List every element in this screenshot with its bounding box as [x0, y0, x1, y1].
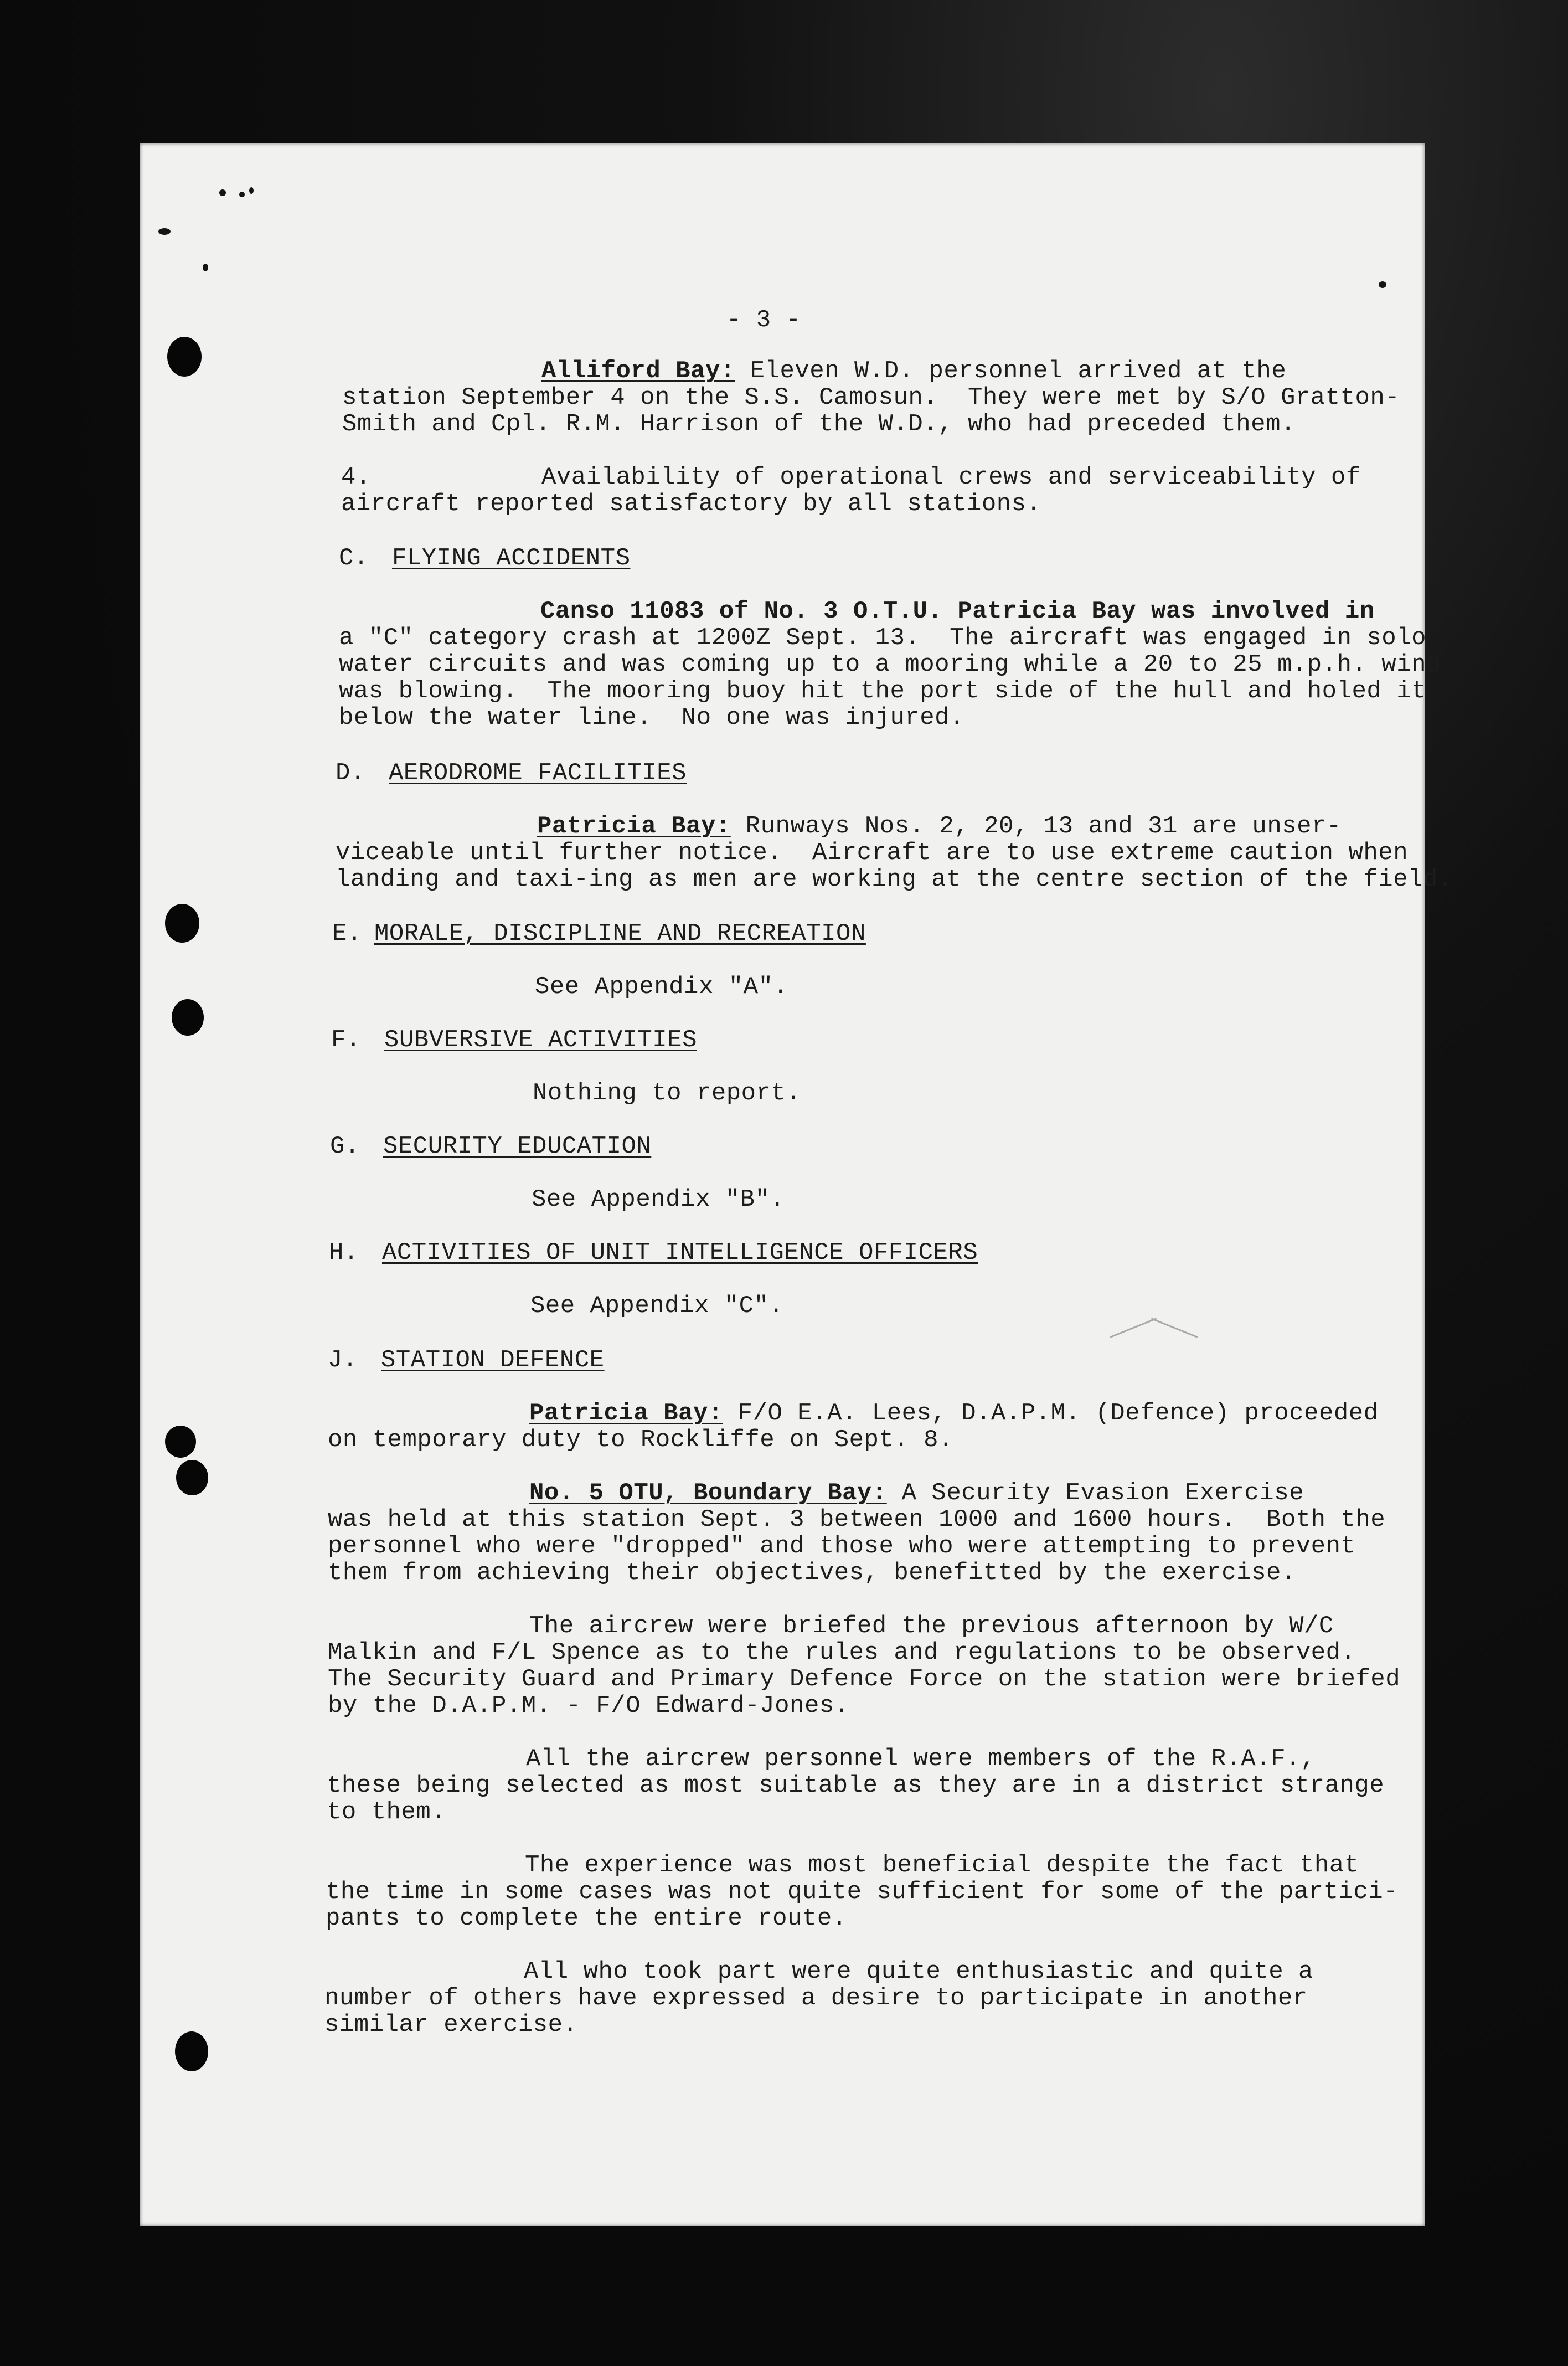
section-h-title: ACTIVITIES OF UNIT INTELLIGENCE OFFICERS — [382, 1239, 978, 1267]
section-d-line-1-text: Runways Nos. 2, 20, 13 and 31 are unser- — [730, 812, 1342, 840]
punch-hole-5 — [176, 1460, 208, 1495]
section-g-letter: G. — [330, 1133, 360, 1160]
section-c-line-1: Canso 11083 of No. 3 O.T.U. Patricia Bay was involved in — [540, 598, 1375, 625]
section-j-p2-heading: No. 5 OTU, Boundary Bay: — [529, 1479, 887, 1507]
punch-hole-6 — [175, 2031, 208, 2071]
section-j-letter: J. — [328, 1346, 358, 1374]
section-j-p2-line-3: personnel who were "dropped" and those who were attempting to prevent — [328, 1532, 1356, 1560]
section-d-heading: Patricia Bay: — [537, 812, 731, 840]
section-j-p6-line-2: number of others have expressed a desire to participate in another — [324, 1984, 1308, 2012]
scan-speck — [219, 189, 226, 196]
scan-speck — [158, 228, 171, 235]
punch-hole-4 — [165, 1426, 196, 1458]
section-j-title: STATION DEFENCE — [381, 1346, 605, 1374]
section-j-p1-line-1-text: F/O E.A. Lees, D.A.P.M. (Defence) proceeded — [723, 1400, 1379, 1427]
section-j-p1-line-2: on temporary duty to Rockliffe on Sept. 8. — [328, 1426, 953, 1454]
section-d-line-2: viceable until further notice. Aircraft are to use extreme caution when — [336, 839, 1409, 867]
section-j-p2-line-1 — [529, 1480, 1304, 1506]
section-c-title: FLYING ACCIDENTS — [392, 544, 631, 572]
scan-speck — [1379, 281, 1386, 288]
section-f-body: Nothing to report. — [533, 1079, 801, 1107]
section-j-p3-line-3: The Security Guard and Primary Defence Force on the station were briefed — [328, 1665, 1401, 1693]
item4-line-1: Availability of operational crews and serviceability of — [541, 464, 1361, 491]
section-e-body: See Appendix "A". — [535, 973, 788, 1001]
section-j-p5-line-1: The experience was most beneficial despite the fact that — [525, 1851, 1359, 1879]
section-j-p3-line-4: by the D.A.P.M. - F/O Edward-Jones. — [328, 1692, 849, 1720]
punch-hole-1 — [167, 337, 202, 377]
section-d-line-3: landing and taxi-ing as men are working at the centre section of the field. — [336, 866, 1453, 893]
section-j-p2-line-4: them from achieving their objectives, benefitted by the exercise. — [328, 1559, 1296, 1587]
section-e-letter: E. — [332, 920, 362, 948]
section-d-title: AERODROME FACILITIES — [389, 759, 687, 787]
alliford-line-3: Smith and Cpl. R.M. Harrison of the W.D., who had preceded them. — [342, 410, 1296, 438]
section-j-p5-line-3: pants to complete the entire route. — [326, 1905, 847, 1932]
scan-speck — [203, 264, 208, 271]
section-c-letter: C. — [339, 544, 369, 572]
alliford-line-1 — [541, 358, 1286, 384]
section-h-body: See Appendix "C". — [530, 1292, 784, 1320]
item4-number: 4. — [341, 464, 371, 491]
section-j-p6-line-3: similar exercise. — [324, 2011, 578, 2039]
section-j-p3-line-2: Malkin and F/L Spence as to the rules and regulations to be observed. — [328, 1639, 1356, 1667]
section-d-line-1 — [537, 813, 1342, 840]
scan-speck — [239, 192, 245, 197]
alliford-heading: Alliford Bay: — [541, 357, 735, 385]
punch-hole-3 — [172, 999, 204, 1036]
item4-line-2: aircraft reported satisfactory by all stations. — [341, 490, 1041, 518]
section-f-letter: F. — [331, 1026, 361, 1054]
section-d-letter: D. — [336, 759, 365, 787]
section-j-p1-line-1 — [529, 1400, 1379, 1427]
section-c-line-3: water circuits and was coming up to a mooring while a 20 to 25 m.p.h. wind — [339, 651, 1441, 678]
scan-speck — [249, 187, 254, 194]
section-e-title: MORALE, DISCIPLINE AND RECREATION — [374, 920, 866, 948]
section-j-p3-line-1: The aircrew were briefed the previous afternoon by W/C — [529, 1612, 1334, 1640]
punch-hole-2 — [165, 904, 199, 943]
section-j-p4-line-3: to them. — [327, 1798, 446, 1826]
section-j-p2-line-1-text: A Security Evasion Exercise — [886, 1479, 1304, 1507]
alliford-line-1-text: Eleven W.D. personnel arrived at the — [735, 357, 1287, 385]
section-c-line-5: below the water line. No one was injured. — [339, 704, 964, 732]
section-h-letter: H. — [329, 1239, 359, 1267]
section-c-line-2: a "C" category crash at 1200Z Sept. 13. The aircraft was engaged in solo — [339, 624, 1427, 652]
section-j-p6-line-1: All who took part were quite enthusiastic and quite a — [524, 1958, 1313, 1986]
section-f-title: SUBVERSIVE ACTIVITIES — [384, 1026, 697, 1054]
section-j-p2-line-2: was held at this station Sept. 3 between 1000 and 1600 hours. Both the — [328, 1506, 1386, 1534]
section-j-p4-line-1: All the aircrew personnel were members of the R.A.F., — [526, 1745, 1316, 1773]
section-j-p4-line-2: these being selected as most suitable as they are in a district strange — [327, 1772, 1385, 1799]
page-number: - 3 - — [726, 306, 801, 334]
section-c-line-4: was blowing. The mooring buoy hit the port side of the hull and holed it — [339, 677, 1427, 705]
section-j-p1-heading: Patricia Bay: — [529, 1400, 723, 1427]
section-g-title: SECURITY EDUCATION — [383, 1133, 652, 1160]
alliford-line-2: station September 4 on the S.S. Camosun. They were met by S/O Gratton- — [342, 384, 1400, 412]
section-g-body: See Appendix "B". — [532, 1186, 785, 1213]
section-j-p5-line-2: the time in some cases was not quite sufficient for some of the partici- — [326, 1878, 1399, 1906]
